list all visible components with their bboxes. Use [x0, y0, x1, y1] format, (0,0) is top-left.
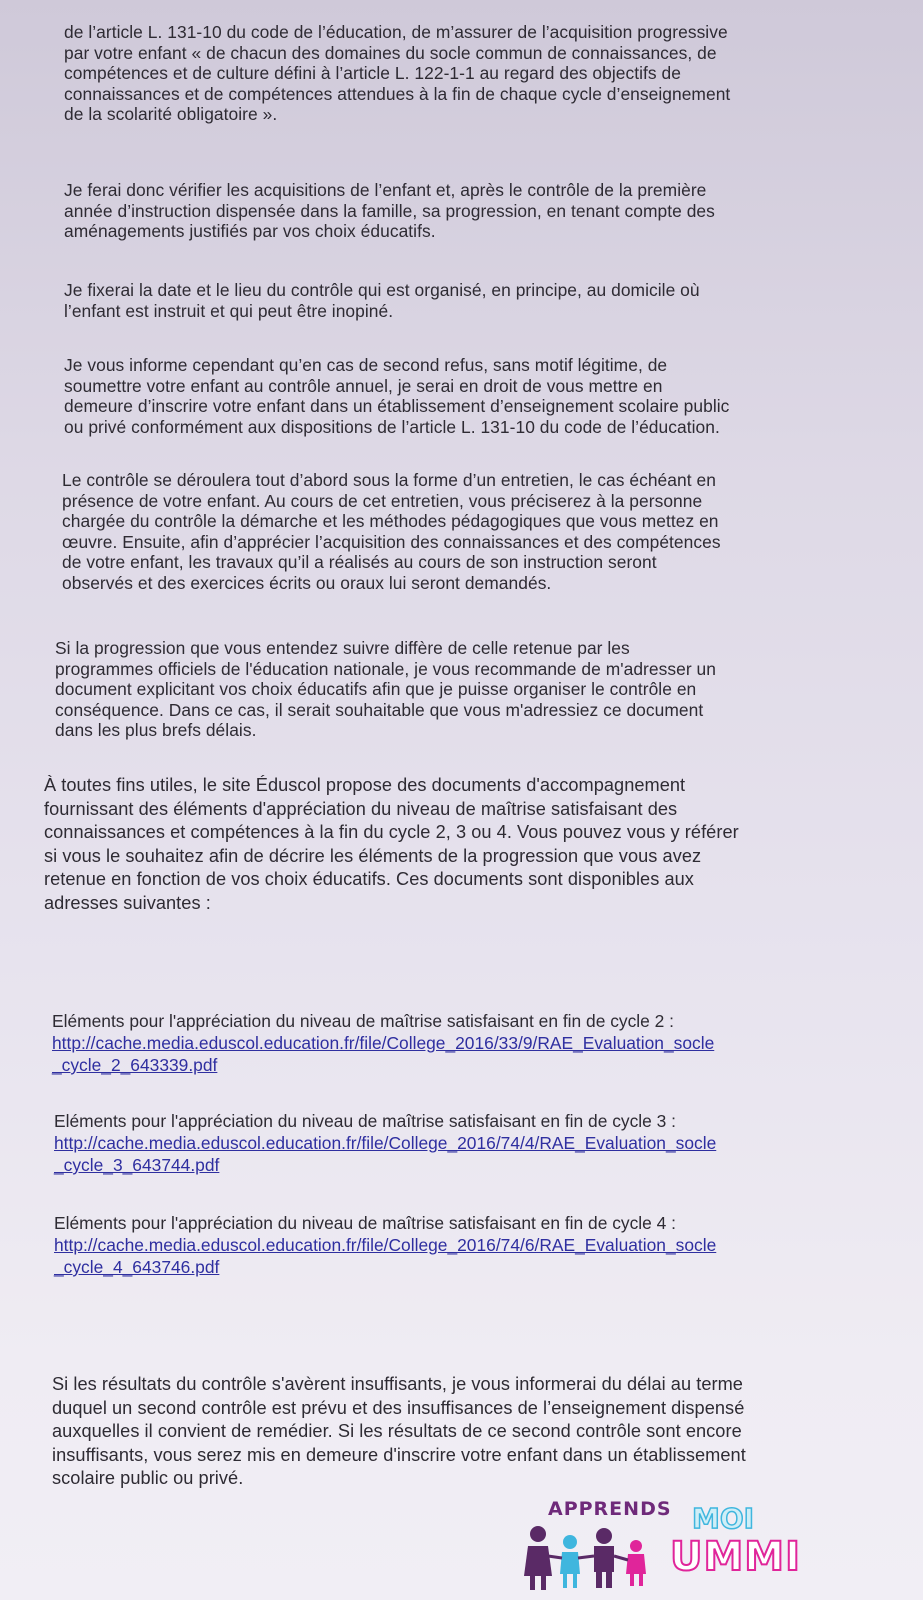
- reference-label: Eléments pour l'appréciation du niveau de maîtrise satisfaisant en fin de cycle 4 :: [54, 1213, 676, 1233]
- paragraph-verification: Je ferai donc vérifier les acquisitions de l’enfant et, après le contrôle de la première année d’instruction dispensée dans la famille, sa progression, en tenant compte des aménagements justifiés par vos choix éducatifs.: [64, 180, 715, 241]
- logo-word-apprends: APPRENDS: [548, 1498, 672, 1520]
- reference-cycle-2: [52, 1010, 882, 1076]
- reference-link[interactable]: http://cache.media.eduscol.education.fr/file/College_2016/74/6/RAE_Evaluation_socle _cycle_4_643746.pdf: [54, 1235, 717, 1277]
- paragraph-progression: Si la progression que vous entendez suivre diffère de celle retenue par les programmes officiels de l'éducation nationale, je vous recommande de m'adresser un document explicitant vos choix éducatifs afin que je puisse organiser le contrôle en conséquence. Dans ce cas, il serait souhaitable que vous m'adressiez ce document dans les plus brefs délais.: [55, 638, 716, 740]
- paragraph-second-refusal: Je vous informe cependant qu’en cas de second refus, sans motif légitime, de soumettre votre enfant au contrôle annuel, je serai en droit de vous mettre en demeure d’inscrire votre enfant dans un établissement d’enseignement scolaire public ou privé conformément aux dispositions de l’article L. 131-10 du code de l’éducation.: [64, 355, 730, 437]
- apprends-moi-ummi-logo: [520, 1498, 820, 1598]
- paragraph-insufficient-results: Si les résultats du contrôle s'avèrent insuffisants, je vous informerai du délai au terme duquel un second contrôle est prévu et des insuffisances de l’enseignement dispensé auxquelles il convient de remédier. Si les résultats de ce second contrôle sont encore insuffisants, vous serez mis en demeure d'inscrire votre enfant dans un établissement scolaire public ou privé.: [52, 1374, 746, 1488]
- paragraph-date-location: Je fixerai la date et le lieu du contrôle qui est organisé, en principe, au domicile où l’enfant est instruit et qui peut être inopiné.: [64, 280, 700, 321]
- reference-cycle-3: [54, 1110, 884, 1176]
- paragraph-article-reference: de l’article L. 131-10 du code de l’éducation, de m’assurer de l’acquisition progressive par votre enfant « de chacun des domaines du socle commun de connaissances, de compétences et de culture défini à l’article L. 122-1-1 au regard des objectifs de connaissances et de compétences attendues à la fin de chaque cycle d’enseignement de la scolarité obligatoire ».: [64, 22, 731, 124]
- paragraph-control-procedure: Le contrôle se déroulera tout d’abord sous la forme d’un entretien, le cas échéant en présence de votre enfant. Au cours de cet entretien, vous préciserez à la personne chargée du contrôle la démarche et les méthodes pédagogiques que vous mettez en œuvre. Ensuite, afin d’apprécier l’acquisition des connaissances et des compétences de votre enfant, les travaux qu’il a réalisés au cours de son instruction seront observés et des exercices écrits ou oraux lui seront demandés.: [62, 470, 721, 593]
- reference-link[interactable]: http://cache.media.eduscol.education.fr/file/College_2016/74/4/RAE_Evaluation_socle _cycle_3_643744.pdf: [54, 1133, 717, 1175]
- family-figures-icon: [520, 1516, 680, 1596]
- logo-word-ummi: UMMI: [670, 1534, 801, 1580]
- logo-word-moi: MOI: [692, 1502, 755, 1535]
- reference-label: Eléments pour l'appréciation du niveau de maîtrise satisfaisant en fin de cycle 2 :: [52, 1011, 674, 1031]
- reference-link[interactable]: http://cache.media.eduscol.education.fr/file/College_2016/33/9/RAE_Evaluation_socle _cycle_2_643339.pdf: [52, 1033, 715, 1075]
- reference-cycle-4: [54, 1212, 884, 1278]
- reference-label: Eléments pour l'appréciation du niveau de maîtrise satisfaisant en fin de cycle 3 :: [54, 1111, 676, 1131]
- paragraph-eduscol: À toutes fins utiles, le site Éduscol propose des documents d'accompagnement fournissant des éléments d'appréciation du niveau de maîtrise satisfaisant des connaissances et compétences à la fin du cycle 2, 3 ou 4. Vous pouvez vous y référer si vous le souhaitez afin de décrire les éléments de la progression que vous avez retenue en fonction de vos choix éducatifs. Ces documents sont disponibles aux adresses suivantes :: [44, 775, 739, 913]
